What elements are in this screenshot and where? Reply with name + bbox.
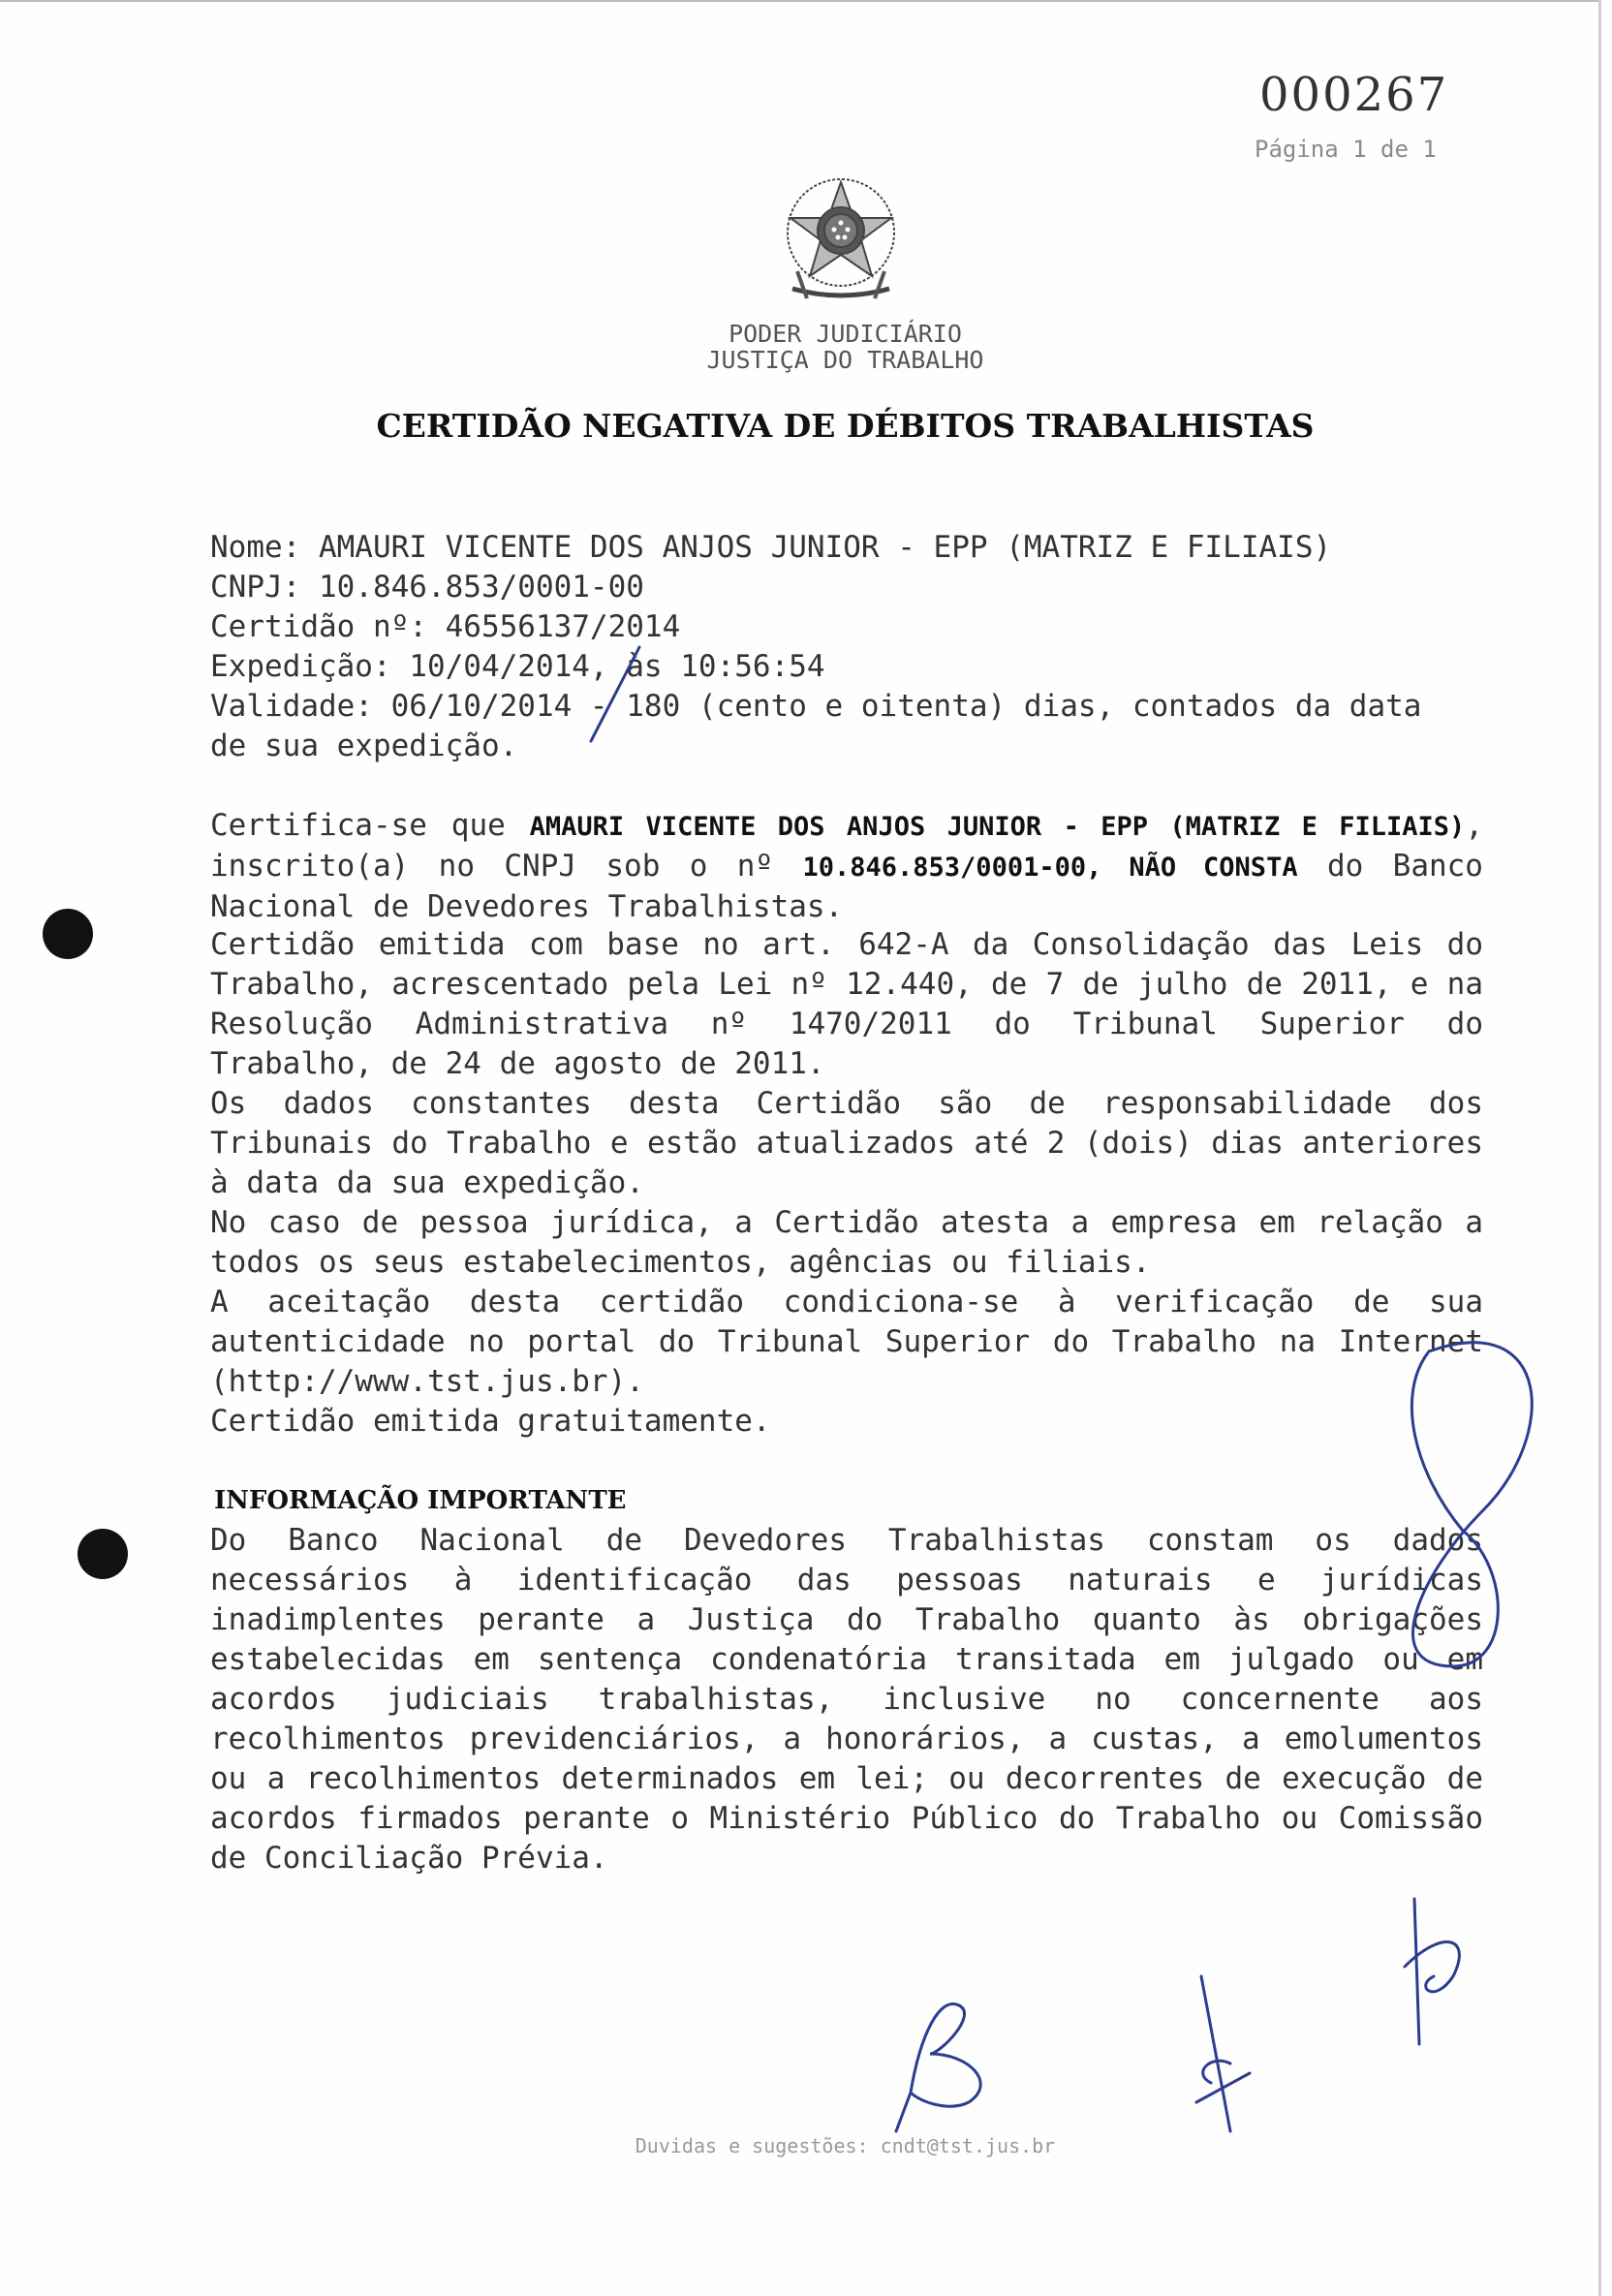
- punch-hole-bottom: [78, 1529, 128, 1579]
- field-validity-continued: de sua expedição.: [210, 729, 518, 763]
- top-edge: [0, 0, 1598, 2]
- important-info-paragraph: Do Banco Nacional de Devedores Trabalhistas constam os dados necessários à identificação das pessoas naturais e jurídicas inadimplentes perante a Justiça do Trabalho quanto às obrigações estabelecidas em sentença condenatória transitada em julgado ou em acordos judiciais trabalhistas, inclusive no concernente aos recolhimentos previdenciários, a honorários, a custas, a emolumentos ou a recolhimentos determinados em lei; ou decorrentes de execução de acordos firmados perante o Ministério Público do Trabalho ou Comissão de Conciliação Prévia.: [210, 1523, 1483, 1876]
- free-issue-paragraph: Certidão emitida gratuitamente.: [210, 1404, 771, 1439]
- field-name: Nome: AMAURI VICENTE DOS ANJOS JUNIOR - EPP (MATRIZ E FILIAIS): [210, 530, 1332, 565]
- footer-contact: Duvidas e sugestões: cndt@tst.jus.br: [635, 2134, 1056, 2157]
- data-responsibility-paragraph: Os dados constantes desta Certidão são de responsabilidade dos Tribunais do Trabalho e estão atualizados até 2 (dois) dias anteriores à data da sua expedição.: [210, 1086, 1483, 1200]
- page-title: CERTIDÃO NEGATIVA DE DÉBITOS TRABALHISTAS: [376, 407, 1315, 445]
- header-judiciary: PODER JUDICIÁRIO: [728, 320, 962, 348]
- field-validity: Validade: 06/10/2014 - 180 (cento e oitenta) dias, contados da data: [210, 689, 1422, 724]
- important-info-title: INFORMAÇÃO IMPORTANTE: [214, 1486, 627, 1515]
- certification-name: AMAURI VICENTE DOS ANJOS JUNIOR - EPP (MATRIZ E FILIAIS): [529, 812, 1466, 842]
- coat-of-arms-icon: [768, 165, 914, 310]
- certification-suffix: do Banco Nacional de Devedores Trabalhistas.: [210, 849, 1483, 924]
- certification-cnpj: 10.846.853/0001-00, NÃO CONSTA: [802, 853, 1298, 883]
- stamp-number: 000267: [1259, 68, 1449, 122]
- field-certificate-number: Certidão nº: 46556137/2014: [210, 609, 681, 644]
- certification-mid: , inscrito(a) no CNPJ sob o nº: [210, 808, 1483, 884]
- certification-prefix: Certifica-se que: [210, 808, 506, 843]
- punch-hole-top: [43, 909, 93, 959]
- signature-2: [1196, 1976, 1250, 2131]
- authenticity-paragraph: A aceitação desta certidão condiciona-se à verificação de sua autenticidade no portal do Tribunal Superior do Trabalho na Internet (http://www.tst.jus.br).: [210, 1285, 1483, 1399]
- legal-entity-paragraph: No caso de pessoa jurídica, a Certidão atesta a empresa em relação a todos os seus estabelecimentos, agências ou filiais.: [210, 1205, 1483, 1280]
- page-indicator: Página 1 de 1: [1255, 136, 1437, 163]
- certification-paragraph: [210, 806, 1483, 927]
- field-issue-date: Expedição: 10/04/2014, às 10:56:54: [210, 649, 825, 684]
- signature-3: [1405, 1899, 1459, 2044]
- signature-1: [896, 2003, 980, 2131]
- header-labor-justice: JUSTIÇA DO TRABALHO: [706, 346, 984, 374]
- legal-basis-paragraph: Certidão emitida com base no art. 642-A da Consolidação das Leis do Trabalho, acrescentado pela Lei nº 12.440, de 7 de julho de 2011, e na Resolução Administrativa nº 1470/2011 do Tribunal Superior do Trabalho, de 24 de agosto de 2011.: [210, 927, 1483, 1081]
- field-cnpj: CNPJ: 10.846.853/0001-00: [210, 570, 644, 605]
